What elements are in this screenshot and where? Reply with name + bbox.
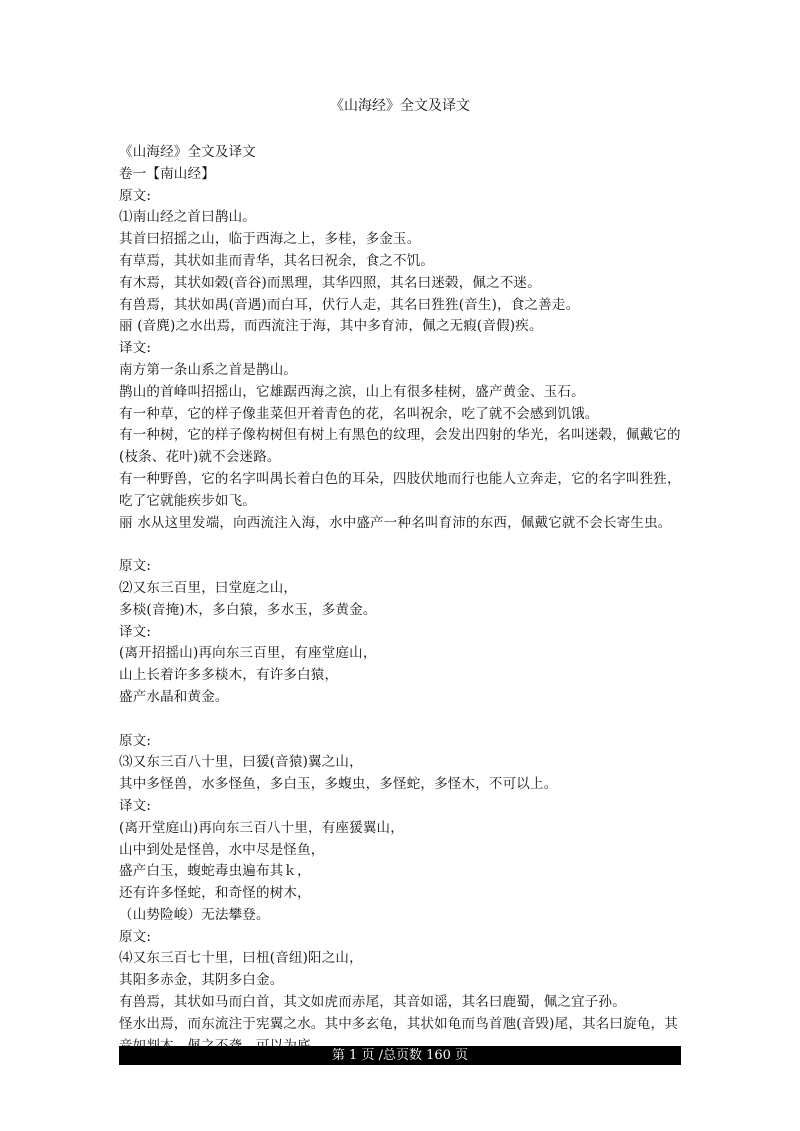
text-line: 有木焉，其状如榖(音谷)而黑理，其华四照，其名曰迷榖，佩之不迷。 [119,274,541,291]
text-line: ⑴南山经之首曰鹊山。 [119,209,256,226]
text-line: 有兽焉，其状如马而白首，其文如虎而赤尾，其音如谣，其名曰鹿蜀，佩之宜子孙。 [119,994,626,1011]
page-title: 《山海经》全文及译文 [330,98,470,114]
document-body [119,142,685,1057]
blank-line [119,534,685,556]
volume-heading: 卷一【南山经】 [119,165,215,182]
text-line: (离开堂庭山)再向东三百八十里，有座猨翼山， [119,819,404,836]
section-label: 原文: [119,732,152,749]
text-line: ⑵又东三百里，曰堂庭之山， [119,579,298,596]
text-line: 有一种树，它的样子像构树但有树上有黑色的纹理，会发出四射的华光，名叫迷榖，佩戴它的(枝条、花叶)就不会迷路。 [119,427,681,466]
section-label: 译文: [119,623,152,640]
page-footer: 第 1 页 /总页数 160 页 [119,1046,681,1065]
text-line: （山势险峻）无法攀登。 [119,906,270,923]
text-line: 盛产白玉，蝮蛇毒虫遍布其ｋ， [119,863,311,880]
section-label: 原文: [119,928,152,945]
text-line: 盛产水晶和黄金。 [119,688,229,705]
text-line: 其中多怪兽，水多怪鱼，多白玉，多蝮虫，多怪蛇，多怪木，不可以上。 [119,776,558,793]
text-line: 怪水出焉，而东流注于宪翼之水。其中多玄龟，其状如龟而鸟首虺(音毁)尾，其名曰旋龟，其 [119,1015,678,1032]
blank-line [119,709,685,731]
text-line: 鹊山的首峰叫招摇山，它雄踞西海之滨，山上有很多桂树，盛产黄金、玉石。 [119,383,585,400]
text-line: 多棪(音掩)木，多白猿，多水玉，多黄金。 [119,601,377,618]
text-line: 有草焉，其状如韭而青华，其名曰祝余，食之不饥。 [119,252,435,269]
section-label: 原文: [119,187,152,204]
text-line: 丽 (音麂)之水出焉，而西流注于海，其中多育沛，佩之无瘕(音假)疾。 [119,318,543,335]
text-line: ⑶又东三百八十里，曰猨(音猿)翼之山， [119,754,363,771]
text-line: 南方第一条山系之首是鹊山。 [119,361,298,378]
text-line: 其首曰招摇之山，临于西海之上，多桂，多金玉。 [119,231,421,248]
doc-heading: 《山海经》全文及译文 [119,144,256,160]
text-line: 山上长着许多多棪木，有许多白猿， [119,667,339,684]
text-line: 有兽焉，其状如禺(音遇)而白耳，伏行人走，其名曰狌狌(音生)，食之善走。 [119,296,580,313]
text-line: 其阳多赤金，其阴多白金。 [119,972,284,989]
text-line: 有一种草，它的样子像韭菜但开着青色的花，名叫祝余，吃了就不会感到饥饿。 [119,405,599,422]
section-label: 译文: [119,340,152,357]
text-line: 丽 水从这里发端，向西流注入海，水中盛产一种名叫育沛的东西，佩戴它就不会长寄生虫。 [119,514,672,531]
text-line: 还有许多怪蛇，和奇怪的树木， [119,885,311,902]
section-label: 译文: [119,797,152,814]
text-line: (离开招摇山)再向东三百里，有座堂庭山， [119,645,377,662]
section-label: 原文: [119,558,152,575]
text-line: 有一种野兽，它的名字叫禺长着白色的耳朵，四肢伏地而行也能人立奔走，它的名字叫狌狌，吃了它就能疾步如飞。 [119,470,681,509]
text-line: 山中到处是怪兽，水中尽是怪鱼， [119,841,325,858]
text-line: ⑷又东三百七十里，曰杻(音纽)阳之山， [119,950,363,967]
